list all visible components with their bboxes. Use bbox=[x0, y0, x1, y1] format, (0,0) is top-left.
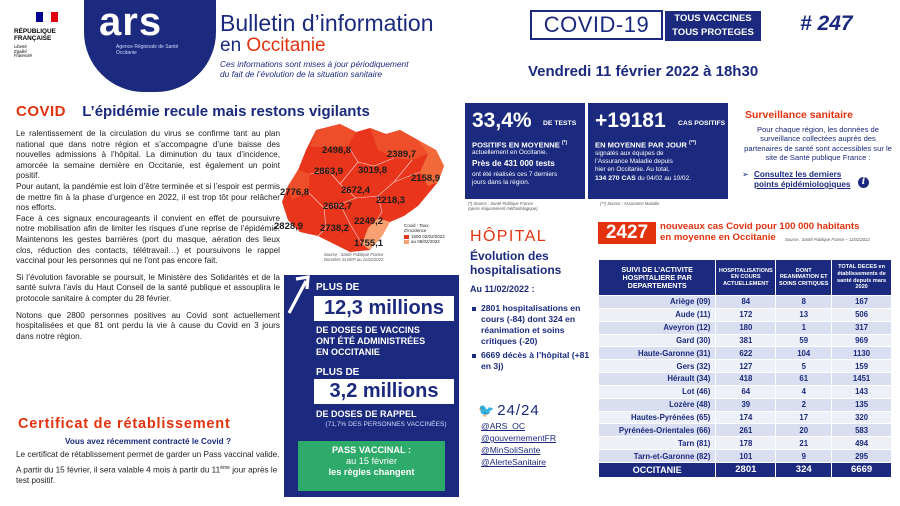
table-row: Tarn-et-Garonne (82) 101 9 295 bbox=[599, 450, 892, 463]
map-source: Source : Santé Publique France Données SI-DEP au 11/02/2022 bbox=[324, 252, 384, 262]
table-row: Haute-Garonne (31) 622 104 1130 bbox=[599, 347, 892, 360]
positivity-rate-desc: actuellement en Occitanie. bbox=[472, 149, 548, 156]
positivity-rate-unit: DE TESTS bbox=[543, 120, 577, 127]
twitter-handle-link[interactable]: @gouvernementFR bbox=[481, 433, 557, 443]
cases-source: (**) Source : Assurance Maladie bbox=[600, 201, 660, 206]
covid-tag: COVID bbox=[16, 103, 67, 120]
map-value: 2158,9 bbox=[411, 173, 441, 184]
positivity-rate-value: 33,4% bbox=[472, 109, 532, 132]
republic-motto: Liberté Égalité Fraternité bbox=[14, 44, 32, 59]
daily-cases-box bbox=[588, 103, 728, 199]
twitter-handle-link[interactable]: @AlerteSanitaire bbox=[481, 457, 547, 467]
table-row: Tarn (81) 178 21 494 bbox=[599, 437, 892, 450]
vax-plus-label: PLUS DE bbox=[316, 367, 360, 378]
hospital-activity-table bbox=[598, 259, 892, 478]
map-value: 2218,3 bbox=[376, 195, 406, 206]
hospital-bullet: 2801 hospitalisations en cours (-84) dont 324 en réanimation et soins critiques (-20) bbox=[472, 303, 592, 347]
recovery-certificate-text bbox=[16, 450, 280, 489]
daily-cases-desc: signalés aux équipes de bbox=[595, 150, 664, 157]
daily-cases-desc: l’Assurance Maladie depuis bbox=[595, 158, 673, 165]
incidence-source: Source : Santé Publique France – 11/02/2022 bbox=[785, 237, 870, 242]
vax-plus-label: PLUS DE bbox=[316, 282, 360, 293]
twitter-label: 24/24 bbox=[497, 402, 540, 419]
table-row: Gard (30) 381 59 969 bbox=[599, 334, 892, 347]
table-row: Lot (46) 64 4 143 bbox=[599, 385, 892, 398]
arrow-up-icon bbox=[286, 273, 312, 317]
positivity-rate-label: POSITIFS EN MOYENNE (*) bbox=[472, 140, 568, 150]
table-row: Ariège (09) 84 8 167 bbox=[599, 296, 892, 309]
ars-logo bbox=[84, 0, 216, 92]
legend-title: Covid : Taux bbox=[404, 223, 429, 228]
publication-date: Vendredi 11 février 2022 à 18h30 bbox=[528, 63, 759, 80]
vax-total-desc: DE DOSES DE VACCINS ONT ÉTÉ ADMINISTRÉES EN OCCITANIE bbox=[316, 325, 426, 357]
map-value: 2828,9 bbox=[274, 221, 304, 232]
surveillance-text: Pour chaque région, les données de surveillance collectées auprès des partenaires de santé sont accessibles sur le site de Santé publique France : bbox=[744, 125, 892, 163]
table-header: HOSPITALISATIONS EN COURS ACTUELLEMENT bbox=[716, 260, 776, 296]
recovery-certificate-question: Vous avez récemment contracté le Covid ? bbox=[65, 437, 231, 446]
table-row: Hautes-Pyrénées (65) 174 17 320 bbox=[599, 411, 892, 424]
twitter-handle-link[interactable]: @MinSoliSante bbox=[481, 445, 541, 455]
region-name: Occitanie bbox=[246, 35, 326, 56]
twitter-line bbox=[478, 402, 540, 419]
twitter-bird-icon: 🐦 bbox=[478, 403, 496, 418]
table-header: DONT REANIMATION ET SOINS CRITIQUES bbox=[776, 260, 832, 296]
table-row: Aude (11) 172 13 506 bbox=[599, 308, 892, 321]
daily-cases-unit: CAS POSITIFS bbox=[678, 120, 726, 127]
twitter-handles bbox=[481, 420, 556, 468]
tests-desc: jours dans la région. bbox=[472, 179, 530, 186]
hospital-subtitle: Évolution des hospitalisations bbox=[470, 249, 562, 277]
table-header: TOTAL DECES en établissements de santé depuis mars 2020 bbox=[832, 260, 892, 296]
vax-booster-desc: DE DOSES DE RAPPEL bbox=[316, 409, 417, 419]
incidence-value: 2427 bbox=[598, 222, 656, 244]
info-icon[interactable]: i bbox=[858, 177, 869, 188]
ars-logo-sub: Agence Régionale de Santé Occitanie bbox=[116, 44, 179, 56]
recovery-certificate-title: Certificat de rétablissement bbox=[18, 416, 231, 432]
cert-paragraph: Le certificat de rétablissement permet de garder un Pass vaccinal valide. bbox=[16, 450, 280, 459]
surveillance-title: Surveillance sanitaire bbox=[745, 109, 853, 121]
map-value: 2738,2 bbox=[320, 223, 350, 234]
vax-booster-percentage: (71,7% DES PERSONNES VACCINÉES) bbox=[325, 421, 447, 428]
marianne-flag-icon bbox=[36, 12, 58, 22]
daily-cases-desc: hier en Occitanie. Au total, bbox=[595, 166, 670, 173]
table-header: SUIVI DE L’ACTIVITE HOSPITALIERE PAR DEPARTEMENTS bbox=[599, 260, 716, 296]
hospital-title: HÔPITAL bbox=[470, 228, 548, 245]
map-value: 2672,4 bbox=[341, 185, 371, 196]
daily-cases-total: 134 270 CAS du 04/02 au 10/02. bbox=[595, 175, 691, 182]
hospital-bullet: 6669 décès à l’hôpital (+81 en 3j) bbox=[472, 350, 592, 372]
vax-total-doses: 12,3 millions bbox=[314, 296, 454, 321]
table-total-row: OCCITANIE 2801 324 6669 bbox=[599, 462, 892, 477]
intro-text bbox=[16, 129, 280, 348]
arrow-right-icon: ➢ bbox=[742, 170, 749, 179]
main-headline: L’épidémie recule mais restons vigilants bbox=[82, 103, 370, 120]
hospital-bullets bbox=[472, 303, 592, 375]
epidemiological-points-link[interactable]: ➢ Consultez les derniers points épidémiologiques bbox=[742, 170, 851, 189]
table-row: Hérault (34) 418 61 1451 bbox=[599, 373, 892, 386]
ars-logo-word: ars bbox=[99, 0, 163, 44]
map-value: 3019,8 bbox=[358, 165, 388, 176]
table-header-row bbox=[599, 260, 892, 296]
map-value: 2776,8 bbox=[280, 187, 310, 198]
map-value: 2249,2 bbox=[354, 216, 384, 227]
republique-label: RÉPUBLIQUE FRANÇAISE bbox=[14, 28, 56, 42]
legend-subtitle: d'incidence bbox=[404, 228, 427, 234]
vax-booster-doses: 3,2 millions bbox=[314, 379, 454, 404]
hospital-date: Au 11/02/2022 : bbox=[470, 284, 535, 294]
issue-number: # 247 bbox=[800, 12, 853, 35]
map-value: 2389,7 bbox=[387, 149, 417, 160]
legend-row: au 08/02/2022 bbox=[404, 239, 464, 244]
tests-count: Près de 431 000 tests bbox=[472, 159, 555, 168]
twitter-handle-link[interactable]: @ARS_OC bbox=[481, 421, 526, 431]
table-row: Lozère (48) 39 2 135 bbox=[599, 398, 892, 411]
pass-vaccinal-box[interactable]: PASS VACCINAL : au 15 février les règles changent bbox=[298, 441, 445, 491]
paragraph: Si l’évolution favorable se poursuit, le Ministère des Solidarités et de la santé suivra l’avis du Haut Conseil de la santé publique et assouplira le protocole sanitaire à compter du 28 février. bbox=[16, 272, 280, 303]
tests-desc: ont été réalisés ces 7 derniers bbox=[472, 171, 558, 178]
map-value: 2863,9 bbox=[314, 166, 344, 177]
paragraph: Face à ces signaux encourageants il convient en effet de poursuivre notre mobilisation afin de limiter les risques d’une reprise de l’épidémie. Maintenons les gestes barrières (port du masque, aération des lieux clos, réduction des contacts, télétravail…) et poursuivons le rappel vaccinal pour les personnes qui ne l’ont pas encore fait. bbox=[16, 213, 280, 266]
map-value: 2498,8 bbox=[322, 145, 352, 156]
map-value: 2602,7 bbox=[323, 201, 353, 212]
incidence-label: nouveaux cas Covid pour 100 000 habitants en moyenne en Occitanie bbox=[660, 221, 860, 243]
covid19-badge: COVID-19 bbox=[530, 10, 663, 40]
bulletin-title: Bulletin d’information bbox=[220, 10, 434, 36]
update-notice: Ces informations sont mises à jour périodiquement du fait de l’évolution de la situation sanitaire bbox=[220, 59, 409, 79]
paragraph: Pour autant, la pandémie est loin d’être terminée et si l’espoir est permis de mettre fin à la phase d’urgence en 2022, il est trop tôt pour relâcher nos efforts. bbox=[16, 181, 280, 213]
region-line: en Occitanie bbox=[220, 35, 326, 56]
incidence-map bbox=[274, 110, 460, 270]
tests-source: (*) Source : Santé Publique France (après réajustement méthodologique) bbox=[468, 201, 538, 211]
vaccination-slogan: TOUS VACCINES TOUS PROTEGES bbox=[665, 11, 761, 41]
header bbox=[0, 0, 900, 92]
paragraph: Notons que 2800 personnes positives au Covid sont actuellement hospitalisées et que 81 ont perdu la vie à cause du Covid en 3 jours dans notre région. bbox=[16, 310, 280, 341]
table-row: Pyrénées-Orientales (66) 261 20 583 bbox=[599, 424, 892, 437]
table-row: Aveyron (12) 180 1 317 bbox=[599, 321, 892, 334]
table-row: Gers (32) 127 5 159 bbox=[599, 360, 892, 373]
republique-francaise-logo bbox=[14, 4, 84, 76]
map-legend bbox=[404, 223, 464, 245]
map-value: 1755,1 bbox=[354, 238, 384, 249]
positivity-rate-box bbox=[465, 103, 585, 199]
daily-cases-label: EN MOYENNE PAR JOUR (**) bbox=[595, 140, 697, 150]
daily-cases-value: +19181 bbox=[595, 109, 666, 132]
cert-paragraph: A partir du 15 février, il sera valable 4 mois à partir du 11ème jour après le test positif. bbox=[16, 464, 278, 485]
paragraph: Le ralentissement de la circulation du virus se confirme tant au plan national que dans notre région et s’accompagne d’une baisse des nouvelles admissions à l’hôpital. La diminution du taux d’incidence, amorcée la semaine dernière en Occitanie, est également un point positif. bbox=[16, 129, 280, 181]
legend-row: 1500 02/02/2022 bbox=[404, 234, 464, 239]
